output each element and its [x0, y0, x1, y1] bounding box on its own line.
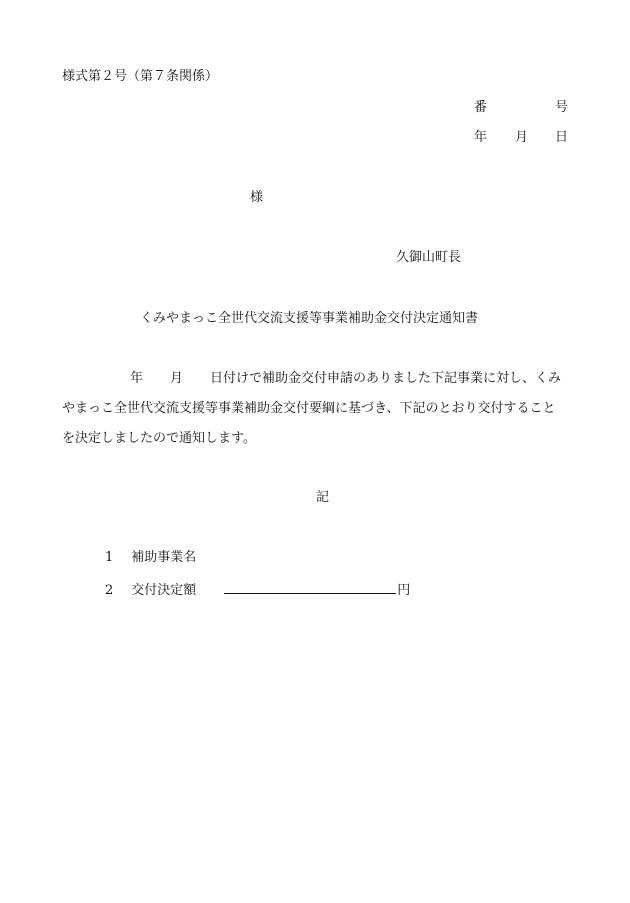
- ki-heading: 記: [316, 490, 330, 505]
- body-line-1-text: 日付けで補助金交付申請のありました下記事業に対し、くみ: [210, 371, 562, 386]
- body-line-2: やまっこ全世代交流支援等事業補助金交付要綱に基づき、下記のとおり交付すること: [62, 401, 556, 416]
- form-label: 様式第２号（第７条関係）: [62, 69, 219, 84]
- body-line-3: を決定しましたので通知します。: [62, 431, 256, 446]
- body-paragraph: [62, 364, 582, 454]
- date-year: 年: [474, 130, 488, 145]
- item-2-number: 2: [105, 583, 114, 598]
- item-2-unit: 円: [397, 583, 411, 598]
- document-title: くみやまっこ全世代交流支援等事業補助金交付決定通知書: [140, 311, 479, 326]
- body-month: 月: [170, 371, 184, 386]
- item-2: [105, 580, 410, 599]
- body-line-1: [62, 364, 582, 394]
- number-label-right: 号: [555, 100, 569, 115]
- item-1-number: 1: [105, 550, 114, 565]
- date-month: 月: [515, 130, 529, 145]
- date-day: 日: [555, 130, 569, 145]
- body-year: 年: [130, 371, 144, 386]
- addressee-suffix: 様: [250, 190, 264, 205]
- amount-blank-line: [224, 580, 396, 594]
- item-1: [105, 550, 196, 566]
- item-2-label: 交付決定額: [131, 583, 197, 598]
- sender-name: 久御山町長: [396, 250, 462, 265]
- number-label-left: 番: [474, 100, 488, 115]
- item-1-label: 補助事業名: [131, 550, 197, 565]
